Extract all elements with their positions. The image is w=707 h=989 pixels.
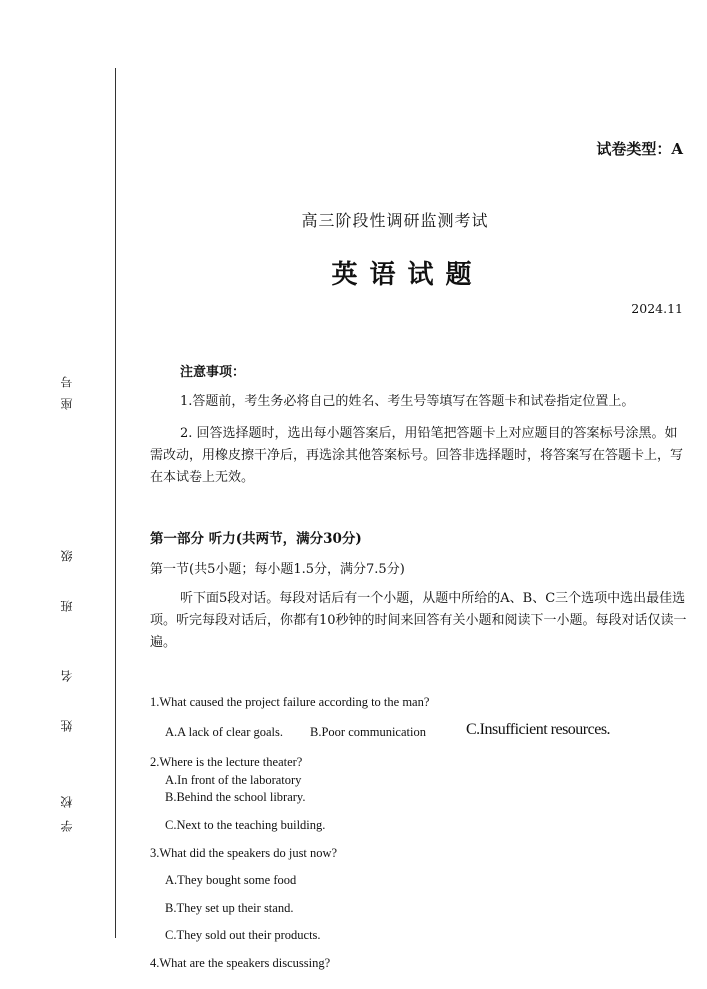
- question-2-option-c: C.Next to the teaching building.: [165, 818, 326, 832]
- notice-heading: 注意事项：: [180, 365, 246, 380]
- binding-line: [115, 68, 116, 938]
- name-label: 姓名: [60, 632, 74, 732]
- notice-item-1: 1.答题前，考生务必将自己的姓名、考生号等填写在答题卡和试卷指定位置上。: [180, 394, 635, 409]
- school-label: 学校: [60, 784, 74, 832]
- seat-label: 座号: [60, 366, 74, 410]
- question-4-stem: 4.What are the speakers discussing?: [150, 956, 331, 970]
- question-2-option-b: B.Behind the school library.: [165, 790, 306, 804]
- exam-subtitle: 高三阶段性调研监测考试: [301, 211, 489, 230]
- section1-heading: 第一节(共5小题；每小题1.5分，满分7.5分): [150, 562, 405, 577]
- question-1-option-b: B.Poor communication: [310, 725, 426, 739]
- question-1-option-a: A.A lack of clear goals.: [165, 725, 284, 739]
- question-1-option-c: C.Insufficient resources.: [466, 721, 611, 738]
- question-1-stem: 1.What caused the project failure according to the man?: [150, 695, 430, 709]
- page-title: 英语试题: [331, 260, 484, 290]
- question-2-option-a: A.In front of the laboratory: [165, 773, 302, 787]
- paper-type: 试卷类型：A: [596, 140, 683, 158]
- question-2-stem: 2.Where is the lecture theater?: [150, 755, 303, 769]
- notice-item-2: 2. 回答选择题时，选出每小题答案后，用铅笔把答题卡上对应题目的答案标号涂黑。如需改动，用橡皮擦干净后，再选涂其他答案标号。回答非选择题时，将答案写在答题卡上，写在本试卷上无效。: [150, 426, 684, 485]
- question-3-option-a: A.They bought some food: [165, 873, 297, 887]
- question-3-stem: 3.What did the speakers do just now?: [150, 846, 338, 860]
- class-label: 班级: [60, 512, 74, 612]
- listening-instructions: 听下面5段对话。每段对话后有一个小题，从题中所给的A、B、C三个选项中选出最佳选项。听完每段对话后，你都有10秒钟的时间来回答有关小题和阅读下一小题。每段对话仅读一遍。: [150, 591, 687, 650]
- part1-heading: 第一部分 听力(共两节，满分30分): [150, 531, 362, 547]
- question-3-option-b: B.They set up their stand.: [165, 901, 294, 915]
- question-3-option-c: C.They sold out their products.: [165, 928, 321, 942]
- exam-date: 2024.11: [631, 301, 683, 316]
